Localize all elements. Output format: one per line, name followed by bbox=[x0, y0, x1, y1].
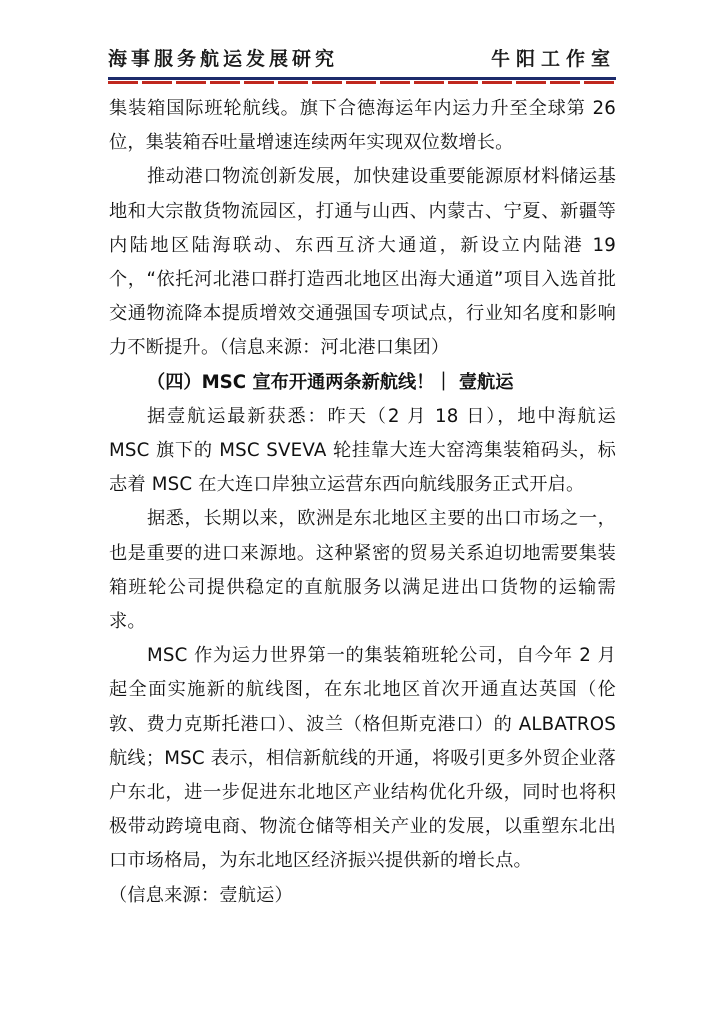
paragraph-msc-news: 据壹航运最新获悉：昨天（2 月 18 日），地中海航运 MSC 旗下的 MSC SVEVA 轮挂靠大连大窑湾集装箱码头，标志着 MSC 在大连口岸独立运营东西向航线服务正式开启。 bbox=[109, 405, 616, 496]
header-title: 海事服务航运发展研究 bbox=[108, 48, 339, 70]
page-header bbox=[108, 44, 616, 74]
paragraph-msc-routes: MSC 作为运力世界第一的集装箱班轮公司，自今年 2 月起全面实施新的航线图，在东北地区首次开通直达英国（伦敦、费力克斯托港口）、波兰（格但斯克港口）的 ALBATROS 航线；MSC 表示，相信新航线的开通，将吸引更多外贸企业落户东北，进一步促进东北地区产业结构优化升级，同时也将积极带动跨境电商、物流仓储等相关产业的发展，以重塑东北出口市场格局，为东北地区经济振兴提供新的增长点。 bbox=[109, 645, 616, 872]
article-body bbox=[109, 92, 616, 913]
header-rule-red bbox=[108, 81, 616, 84]
paragraph-europe-trade: 据悉，长期以来，欧洲是东北地区主要的出口市场之一，也是重要的进口来源地。这种紧密的贸易关系迫切地需要集装箱班轮公司提供稳定的直航服务以满足进出口货物的运输需求。 bbox=[109, 508, 616, 633]
paragraph-continuation: 集装箱国际班轮航线。旗下合德海运年内运力升至全球第 26 位，集装箱吞吐量增速连续两年实现双位数增长。 bbox=[109, 98, 616, 154]
header-studio: 牛阳工作室 bbox=[490, 48, 616, 70]
header-rule-navy bbox=[108, 77, 616, 80]
section-heading: （四）MSC 宣布开通两条新航线！｜ 壹航运 bbox=[147, 371, 514, 393]
paragraph-port-logistics: 推动港口物流创新发展，加快建设重要能源原材料储运基地和大宗散货物流园区，打通与山西、内蒙古、宁夏、新疆等内陆地区陆海联动、东西互济大通道，新设立内陆港 19 个，“依托河北港口群打造西北地区出海大通道”项目入选首批交通物流降本提质增效交通强国专项试点，行业知名度和影响力不断提升。（信息来源：河北港口集团） bbox=[109, 166, 616, 359]
source-note: （信息来源：壹航运） bbox=[109, 884, 293, 906]
